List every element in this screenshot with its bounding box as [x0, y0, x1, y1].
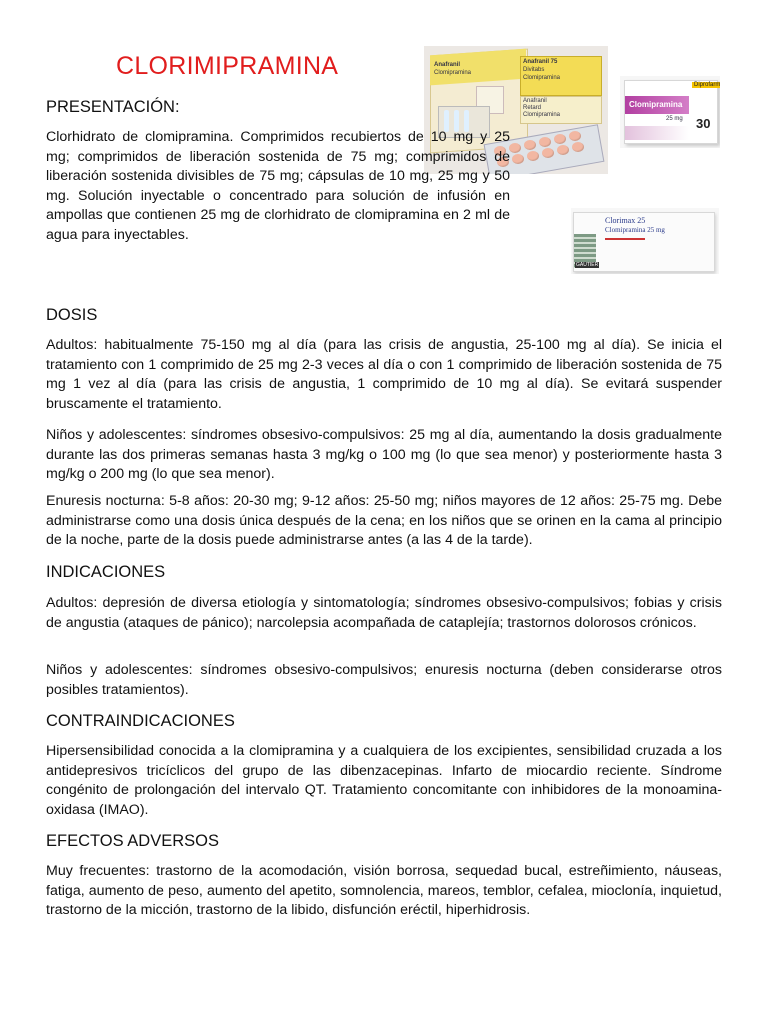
- box-label: Diprofarm: [692, 82, 720, 88]
- dosis-adultos-text: Adultos: habitualmente 75-150 mg al día (para las crisis de angustia, 25-100 mg al día). Se inicia el tratamiento con 1 comprimido de 25 mg 2-3 veces al día o con 1 comprimido de liberación sostenida de 75 mg 1 vez al día (para las crisis de angustia, 1 comprimido de 10 mg al día). Se evitará suspender bruscamente el tratamiento.: [46, 337, 722, 412]
- box-label: Anafranil: [523, 98, 547, 104]
- box-label: Clomipramina 25 mg: [605, 226, 665, 234]
- box-label: Clomipramina: [434, 70, 472, 76]
- box-label: Clorimax 25: [605, 216, 646, 225]
- dosis-enuresis-text: Enuresis nocturna: 5-8 años: 20-30 mg; 9-12 años: 25-50 mg; niños mayores de 12 años: 25-75 mg. Debe administrarse como una dosis única después de la cena; en los niños que se orinen en la cama al principio de la noche, parte de la dosis puede administrarse antes (a las 4 de la tarde).: [46, 493, 722, 548]
- box-label: GAUTIER: [576, 262, 599, 268]
- clomipramina-box-photo: [620, 76, 720, 148]
- dosis-ninos-text: Niños y adolescentes: síndromes obsesivo-compulsivos: 25 mg al día, aumentando la dosis gradualmente durante las dos primeras semanas hasta 3 mg/kg o 100 mg (lo que sea menor) y posteriormente hasta 3 mg/kg o 200 mg (lo que sea menor).: [46, 427, 722, 482]
- box-label: Clomipramina: [523, 75, 561, 81]
- efectos-adversos-heading: EFECTOS ADVERSOS: [46, 832, 219, 850]
- indicaciones-ninos-text: Niños y adolescentes: síndromes obsesivo-compulsivos; enuresis nocturna (deben considerarse otros posibles tratamientos).: [46, 662, 722, 698]
- box-label: Anafranil: [434, 62, 461, 68]
- efectos-adversos-text: Muy frecuentes: trastorno de la acomodación, visión borrosa, sequedad bucal, estreñimiento, náuseas, fatiga, aumento de peso, aumento del apetito, somnolencia, mareos, temblor, cefalea, mioclonía, inquietud, trastorno de la micción, trastorno de la libido, disfunción eréctil, hiperhidrosis.: [46, 863, 722, 918]
- indicaciones-adultos-text: Adultos: depresión de diversa etiología y sintomatología; síndromes obsesivo-compulsivos; fobias y crisis de angustia (ataques de pánico); narcolepsia acompañada de cataplejía; trastornos dolorosos crónicos.: [46, 595, 722, 631]
- box-label: Divitabs: [523, 67, 545, 73]
- box-label: 25 mg: [666, 116, 683, 122]
- box-label: Anafranil 75: [523, 59, 558, 65]
- presentacion-text: Clorhidrato de clomipramina. Comprimidos recubiertos de 10 mg y 25 mg; comprimidos de liberación sostenida de 75 mg; comprimidos de liberación sostenida divisibles de 75 mg; cápsulas de 10 mg, 25 mg y 50 mg. Solución inyectable o concentrado para solución de infusión en ampollas que contienen 25 mg de clorhidrato de clomipramina en 2 ml de agua para inyectables.: [46, 129, 510, 243]
- indicaciones-heading: INDICACIONES: [46, 563, 166, 581]
- contraindicaciones-text: Hipersensibilidad conocida a la clomipramina y a cualquiera de los excipientes, sensibilidad cruzada a los antidepresivos tricíclicos del grupo de las dibenzacepinas. Infarto de miocardio reciente. Síndrome congénito de prolongación del intervalo QT. Tratamiento concomitante con inhibidores de la monoamina-oxidasa (IMAO).: [46, 743, 722, 818]
- clorimax-box-photo: [571, 208, 719, 274]
- box-label: 30: [696, 116, 711, 131]
- box-label: Retard: [523, 105, 542, 111]
- box-label: Clomipramina: [523, 112, 561, 118]
- dosis-heading: DOSIS: [46, 306, 98, 324]
- box-label: Clomipramina: [629, 100, 683, 109]
- contraindicaciones-heading: CONTRAINDICACIONES: [46, 712, 235, 730]
- presentacion-heading: PRESENTACIÓN:: [46, 98, 180, 116]
- page-title: CLORIMIPRAMINA: [116, 52, 339, 80]
